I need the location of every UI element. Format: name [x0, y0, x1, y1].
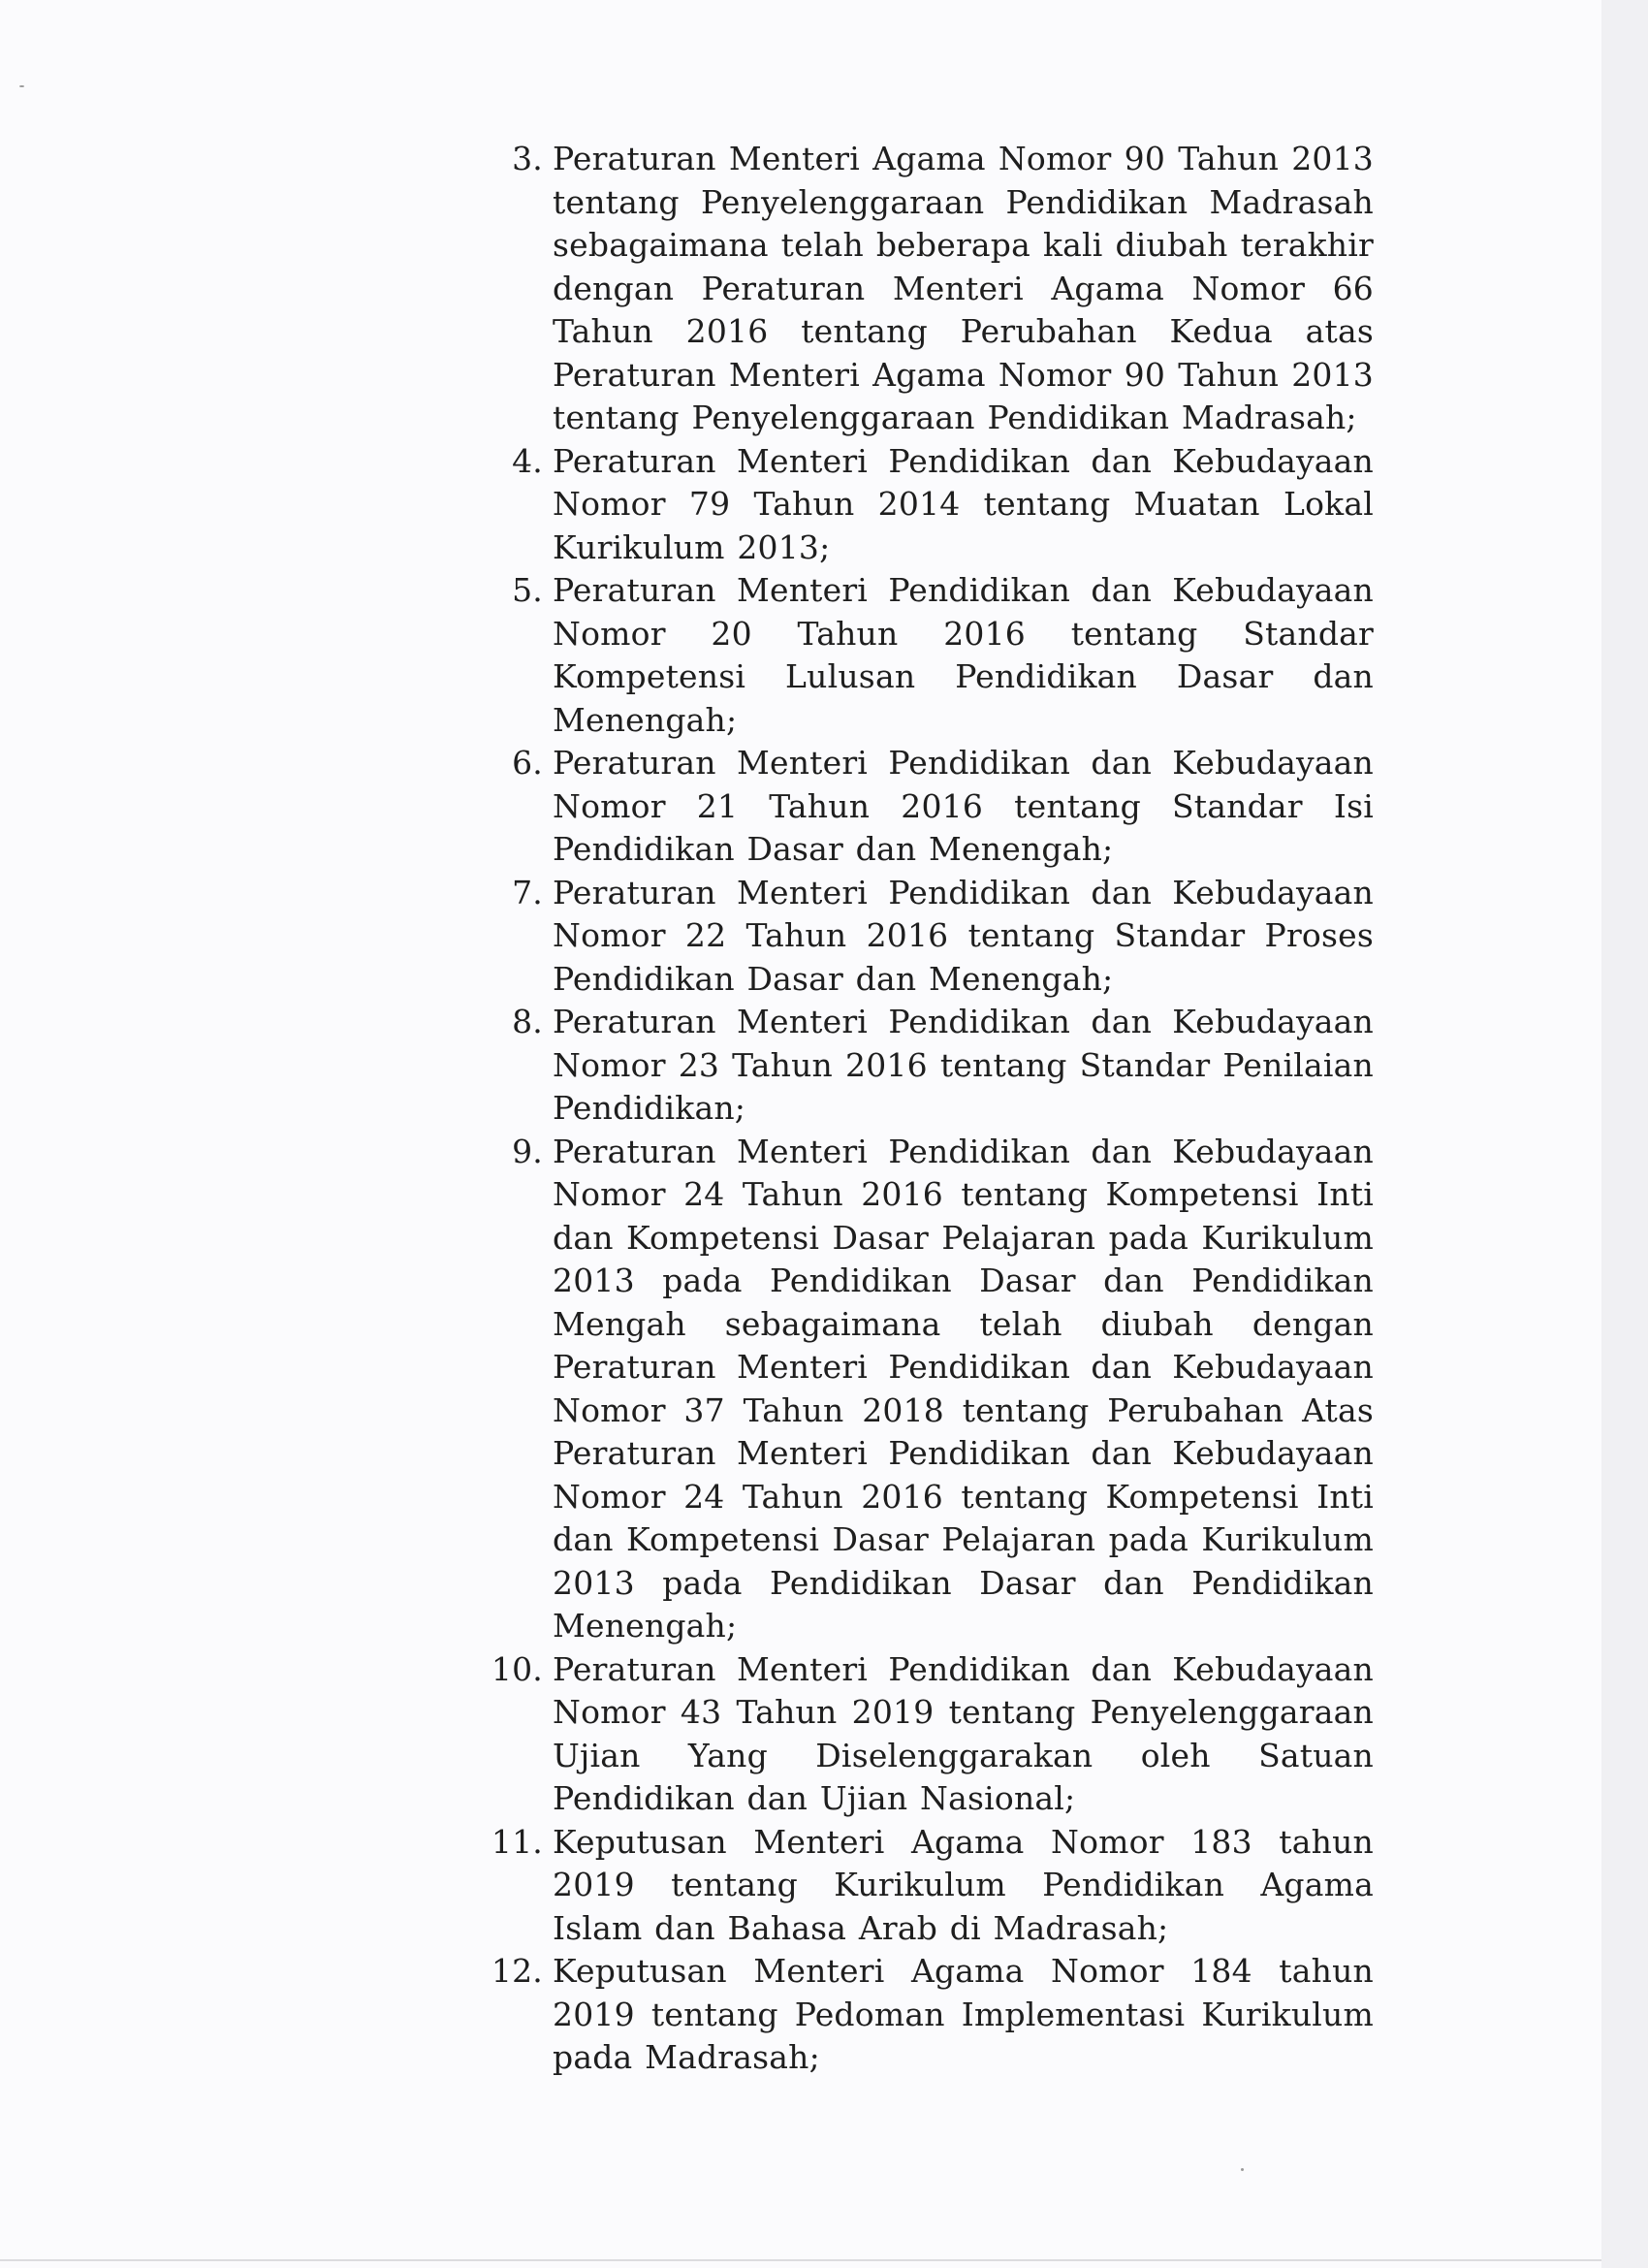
- list-item: [480, 1950, 1374, 2080]
- item-number: 3.: [512, 140, 543, 177]
- list-item: [480, 1821, 1374, 1951]
- item-number: 12.: [491, 1952, 543, 1990]
- item-text: Keputusan Menteri Agama Nomor 183 tahun 2019 tentang Kurikulum Pendidikan Agama Islam dan Bahasa Arab di Madrasah;: [553, 1822, 1374, 1947]
- list-item: [480, 138, 1374, 440]
- item-number: 4.: [512, 441, 543, 480]
- item-text: Peraturan Menteri Pendidikan dan Kebudayaan Nomor 20 Tahun 2016 tentang Standar Kompetensi Lulusan Pendidikan Dasar dan Menengah;: [553, 571, 1374, 739]
- item-text: Peraturan Menteri Pendidikan dan Kebudayaan Nomor 79 Tahun 2014 tentang Muatan Lokal Kurikulum 2013;: [553, 441, 1374, 566]
- list-item: [480, 569, 1374, 742]
- list-item: [480, 1131, 1374, 1648]
- item-text: Peraturan Menteri Pendidikan dan Kebudayaan Nomor 22 Tahun 2016 tentang Standar Proses Pendidikan Dasar dan Menengah;: [553, 873, 1374, 998]
- item-number: 9.: [512, 1132, 543, 1170]
- list-item: [480, 742, 1374, 872]
- item-text: Keputusan Menteri Agama Nomor 184 tahun 2019 tentang Pedoman Implementasi Kurikulum pada Madrasah;: [553, 1952, 1374, 2076]
- item-text: Peraturan Menteri Agama Nomor 90 Tahun 2013 tentang Penyelenggaraan Pendidikan Madrasah sebagaimana telah beberapa kali diubah terakhir dengan Peraturan Menteri Agama Nomor 66 Tahun 2016 tentang Perubahan Kedua atas Peraturan Menteri Agama Nomor 90 Tahun 2013 tentang Penyelenggaraan Pendidikan Madrasah;: [553, 140, 1374, 436]
- list-item: [480, 872, 1374, 1002]
- scan-speck: [19, 85, 24, 87]
- item-number: 6.: [512, 744, 543, 782]
- item-number: 8.: [512, 1003, 543, 1040]
- item-number: 10.: [491, 1649, 543, 1688]
- scan-edge: [1601, 0, 1648, 2268]
- page-bottom-edge: [0, 2259, 1601, 2261]
- item-text: Peraturan Menteri Pendidikan dan Kebudayaan Nomor 43 Tahun 2019 tentang Penyelenggaraan Ujian Yang Diselenggarakan oleh Satuan Pendidikan dan Ujian Nasional;: [553, 1649, 1374, 1817]
- list-item: [480, 1648, 1374, 1821]
- item-number: 11.: [491, 1822, 543, 1861]
- scan-speck: [1241, 2168, 1244, 2171]
- regulation-list: [480, 138, 1374, 2080]
- list-item: [480, 1001, 1374, 1131]
- item-text: Peraturan Menteri Pendidikan dan Kebudayaan Nomor 24 Tahun 2016 tentang Kompetensi Inti dan Kompetensi Dasar Pelajaran pada Kurikulum 2013 pada Pendidikan Dasar dan Pendidikan Mengah sebagaimana telah diubah dengan Peraturan Menteri Pendidikan dan Kebudayaan Nomor 37 Tahun 2018 tentang Perubahan Atas Peraturan Menteri Pendidikan dan Kebudayaan Nomor 24 Tahun 2016 tentang Kompetensi Inti dan Kompetensi Dasar Pelajaran pada Kurikulum 2013 pada Pendidikan Dasar dan Pendidikan Menengah;: [553, 1132, 1374, 1645]
- item-text: Peraturan Menteri Pendidikan dan Kebudayaan Nomor 23 Tahun 2016 tentang Standar Penilaian Pendidikan;: [553, 1003, 1374, 1127]
- item-number: 5.: [512, 571, 543, 609]
- item-number: 7.: [512, 873, 543, 911]
- list-item: [480, 440, 1374, 570]
- item-text: Peraturan Menteri Pendidikan dan Kebudayaan Nomor 21 Tahun 2016 tentang Standar Isi Pendidikan Dasar dan Menengah;: [553, 744, 1374, 868]
